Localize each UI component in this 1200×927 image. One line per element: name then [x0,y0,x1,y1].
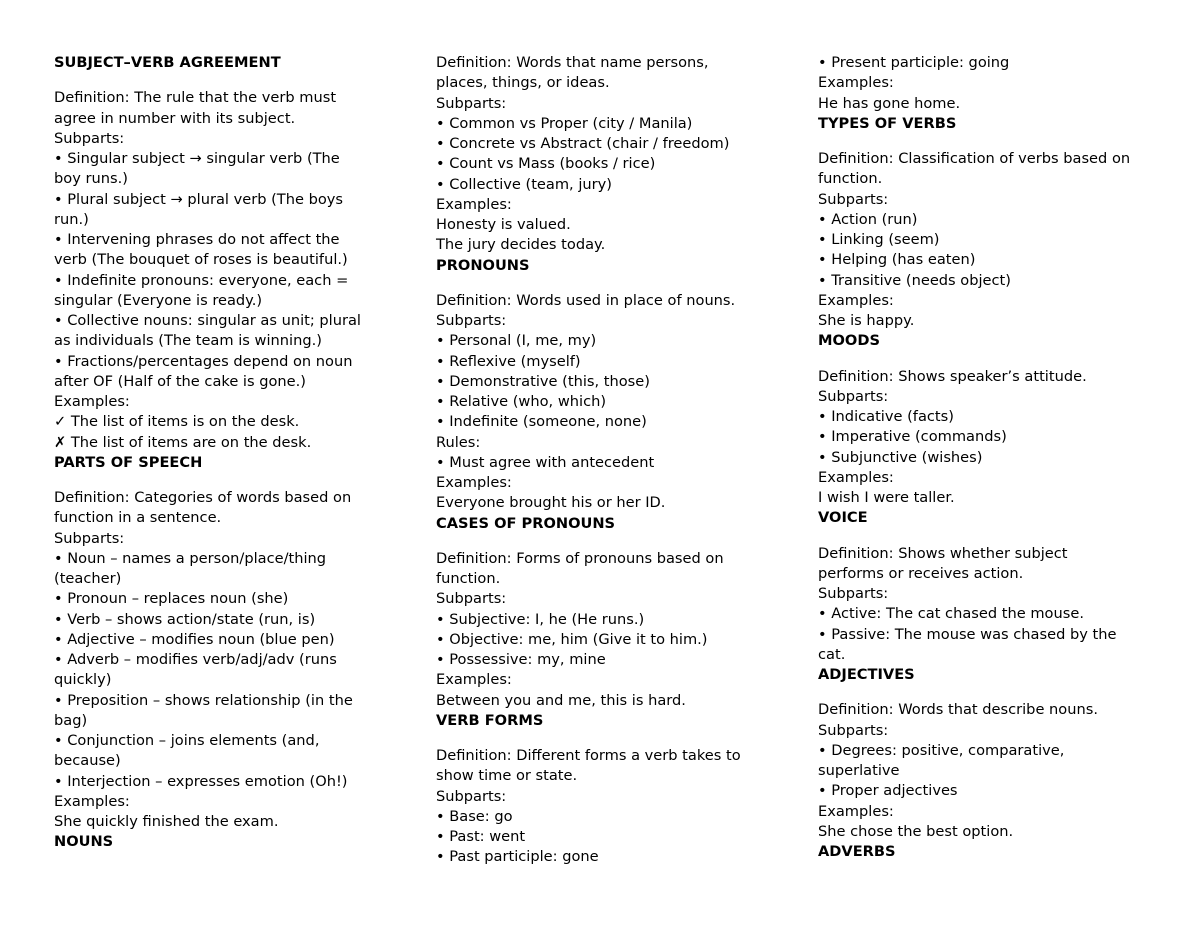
text-line: Subparts: [54,529,125,547]
text-line: Examples: [818,468,894,486]
text-line: Rules: [436,433,481,451]
text-line: ✓ The list of items is on the desk. [54,413,300,431]
text-line: Examples: [818,74,894,92]
text-line: • Passive: The mouse was chased by the [818,625,1117,643]
text-line: as individuals (The team is winning.) [54,332,322,350]
text-line: • Reflexive (myself) [436,352,581,370]
text-line: • Count vs Mass (books / rice) [436,155,656,173]
text-line: • Past participle: gone [436,848,599,866]
text-line: cat. [818,645,846,663]
text-line: Between you and me, this is hard. [436,691,686,709]
text-line: Definition: Shows speaker’s attitude. [818,367,1087,385]
text-line: She quickly finished the exam. [54,813,279,830]
text-line: Everyone brought his or her ID. [436,494,666,512]
section-spacer [436,276,776,291]
text-line: singular (Everyone is ready.) [54,291,263,309]
text-line: • Noun – names a person/place/thing [54,549,327,567]
text-line: Definition: Words that describe nouns. [818,701,1098,719]
text-line: run.) [54,210,89,228]
text-line: • Demonstrative (this, those) [436,372,650,390]
text-line: quickly) [54,671,112,689]
text-line: Examples: [54,393,130,410]
text-line: • Action (run) [818,210,918,228]
section-spacer [54,73,394,88]
section-heading: VERB FORMS [436,711,544,729]
section-heading: VOICE [818,509,868,527]
text-line: places, things, or ideas. [436,74,610,92]
section-spacer [54,473,394,488]
text-line: • Helping (has eaten) [818,251,976,269]
text-line: bag) [54,711,88,729]
text-line: • Concrete vs Abstract (chair / freedom) [436,135,730,152]
text-line: • Present participle: going [818,54,1010,71]
text-line: She is happy. [818,312,915,329]
text-line: • Indicative (facts) [818,408,954,425]
text-line: ✗ The list of items are on the desk. [54,433,312,451]
text-line: • Active: The cat chased the mouse. [818,605,1084,623]
text-line: Definition: Categories of words based on [54,489,352,506]
text-line: • Personal (I, me, my) [436,332,597,350]
text-line: Subparts: [818,585,889,602]
section-spacer [818,685,1158,700]
section-heading: CASES OF PRONOUNS [436,514,616,532]
text-line: Definition: Shows whether subject [818,544,1068,562]
section-spacer [436,731,776,746]
text-line: • Objective: me, him (Give it to him.) [436,630,708,648]
text-line: • Past: went [436,828,526,845]
text-line: Definition: Words used in place of nouns. [436,291,736,309]
text-line: • Intervening phrases do not affect the [54,231,340,248]
text-line: Subparts: [436,590,507,608]
text-line: • Base: go [436,807,513,825]
text-line: • Verb – shows action/state (run, is) [54,610,316,628]
text-line: Subparts: [436,312,507,329]
text-line: Definition: Words that name persons, [436,54,709,71]
text-line: (teacher) [54,570,122,587]
text-line: • Transitive (needs object) [818,271,1011,289]
text-line: Examples: [818,291,894,309]
section-heading: NOUNS [54,833,114,851]
text-line: • Proper adjectives [818,782,958,800]
text-line: Examples: [54,792,130,810]
text-line: Subparts: [818,721,889,739]
text-line: • Imperative (commands) [818,428,1007,446]
text-line: Definition: The rule that the verb must [54,89,337,107]
section-heading: TYPES OF VERBS [818,114,957,132]
section-heading: PARTS OF SPEECH [54,453,203,471]
text-line: after OF (Half of the cake is gone.) [54,372,306,390]
column-1 [54,53,394,853]
text-line: • Possessive: my, mine [436,651,606,668]
text-line: Examples: [436,671,512,689]
text-line: Examples: [818,802,894,820]
text-line: • Adjective – modifies noun (blue pen) [54,630,335,648]
text-line: Subparts: [818,190,889,208]
section-heading: MOODS [818,332,880,350]
text-line: • Plural subject → plural verb (The boys [54,190,344,208]
text-line: • Subjunctive (wishes) [818,448,983,466]
text-line: Examples: [436,195,512,213]
text-line: function. [818,170,883,188]
text-line: Subparts: [818,387,889,405]
text-line: • Interjection – expresses emotion (Oh!) [54,772,348,790]
text-line: • Relative (who, which) [436,393,607,410]
text-line: • Subjective: I, he (He runs.) [436,610,645,628]
text-line: He has gone home. [818,94,961,112]
text-line: show time or state. [436,767,578,785]
text-line: I wish I were taller. [818,489,955,506]
text-line: • Must agree with antecedent [436,453,655,471]
text-line: superlative [818,762,900,779]
text-line: • Fractions/percentages depend on noun [54,352,353,370]
text-line: Subparts: [436,94,507,112]
section-spacer [818,352,1158,367]
section-heading: ADVERBS [818,843,896,860]
text-line: function. [436,570,501,587]
column-2 [436,53,776,868]
text-line: • Degrees: positive, comparative, [818,741,1065,759]
section-spacer [818,134,1158,149]
text-line: The jury decides today. [436,236,606,254]
text-line: • Singular subject → singular verb (The [54,150,340,167]
text-line: • Preposition – shows relationship (in the [54,691,353,709]
text-line: Examples: [436,474,512,491]
text-line: Honesty is valued. [436,216,571,233]
text-line: Definition: Forms of pronouns based on [436,549,724,567]
text-line: agree in number with its subject. [54,109,296,127]
text-line: because) [54,752,121,770]
section-spacer [818,529,1158,544]
text-line: • Common vs Proper (city / Manila) [436,114,693,132]
text-line: • Conjunction – joins elements (and, [54,732,320,749]
text-line: • Indefinite (someone, none) [436,413,647,431]
text-line: Subparts: [436,787,507,805]
text-line: performs or receives action. [818,564,1024,582]
text-line: • Adverb – modifies verb/adj/adv (runs [54,651,337,668]
text-line: Definition: Different forms a verb takes to [436,747,741,764]
text-line: • Collective nouns: singular as unit; plural [54,312,361,329]
text-line: • Collective (team, jury) [436,175,612,193]
text-line: • Linking (seem) [818,231,940,248]
text-line: • Indefinite pronouns: everyone, each = [54,271,349,289]
text-line: verb (The bouquet of roses is beautiful.) [54,251,348,269]
text-line: • Pronoun – replaces noun (she) [54,590,289,608]
column-3 [818,53,1158,862]
text-line: boy runs.) [54,170,128,188]
text-line: function in a sentence. [54,509,222,527]
section-heading: SUBJECT–VERB AGREEMENT [54,54,281,71]
section-heading: ADJECTIVES [818,666,915,683]
section-spacer [436,534,776,549]
section-heading: PRONOUNS [436,256,530,274]
text-line: Definition: Classification of verbs based on [818,150,1131,167]
text-line: Subparts: [54,129,125,147]
text-line: She chose the best option. [818,822,1014,840]
